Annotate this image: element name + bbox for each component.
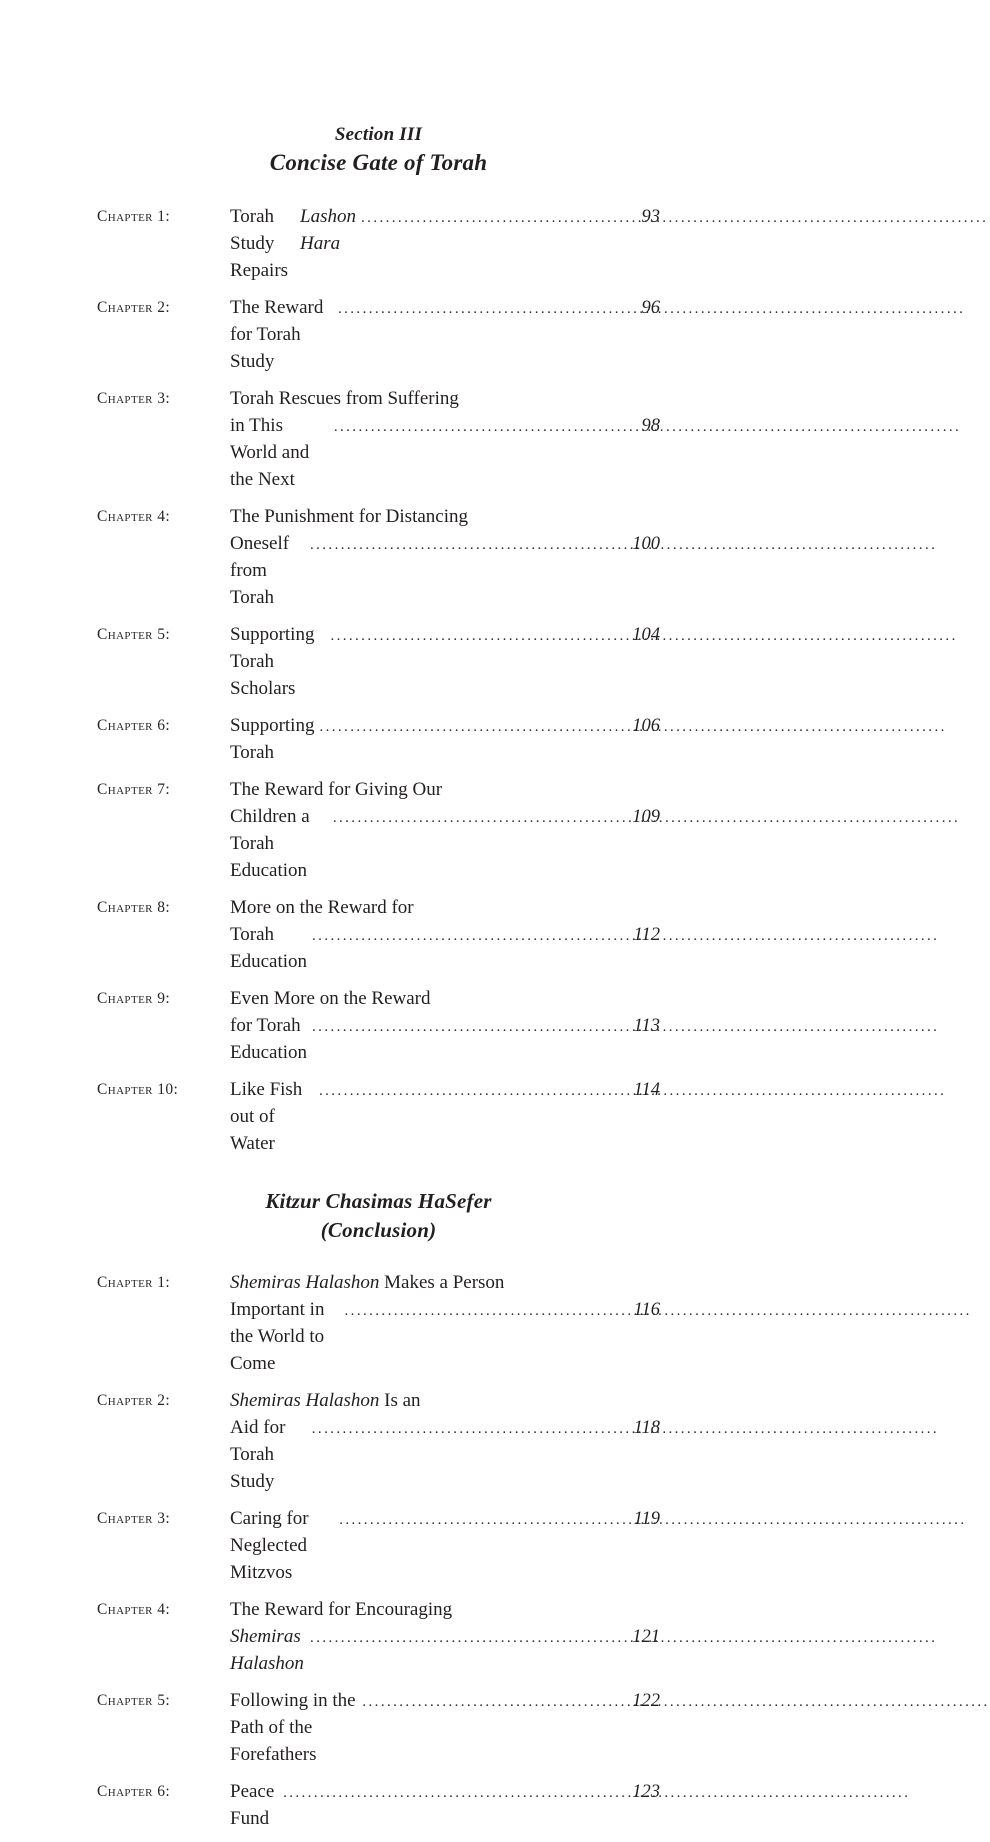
entry-title-block (230, 985, 660, 1066)
entry-title-block (230, 203, 660, 284)
title-text: Children a Torah Education (230, 806, 315, 881)
chapter-label: Chapter 3: (97, 1510, 171, 1527)
title-text-italic: Shemiras Halashon (230, 1626, 306, 1674)
page-number: 109 (632, 807, 660, 827)
title-line (230, 1269, 660, 1296)
title-text: for Torah Education (230, 1015, 308, 1063)
title-text: More on the Reward for (230, 897, 414, 918)
title-text-italic: Shemiras Halashon (230, 1390, 380, 1411)
page-number: 116 (633, 1300, 660, 1320)
chapter-label: Chapter 7: (97, 781, 171, 798)
title-line (230, 1076, 660, 1157)
title-line (230, 1505, 660, 1586)
title-text: Following in the Path of the Forefathers (230, 1690, 361, 1765)
title-line (230, 1296, 660, 1377)
title-line (230, 385, 660, 412)
dot-leader (319, 712, 625, 732)
entry-title-block (230, 385, 660, 493)
title-text: Even More on the Reward (230, 988, 431, 1009)
title-text: Supporting Torah Scholars (230, 624, 319, 699)
chapter-label: Chapter 9: (97, 990, 171, 1007)
title-line (230, 921, 660, 975)
title-text: Caring for Neglected Mitzvos (230, 1508, 314, 1583)
dot-leader (312, 921, 627, 941)
page-number: 106 (632, 716, 660, 736)
dot-leader (361, 203, 634, 223)
toc-section-1 (97, 122, 660, 1157)
section-heading-line2: Concise Gate of Torah (269, 150, 488, 175)
entry-title-block (230, 1505, 660, 1586)
chapter-label: Chapter 6: (97, 717, 171, 734)
title-line (230, 203, 660, 284)
entry-title-block (230, 294, 660, 375)
toc-entry (97, 385, 660, 493)
dot-leader (310, 530, 625, 550)
page-number: 112 (633, 925, 660, 945)
entry-title-block (230, 621, 660, 702)
chapter-label: Chapter 6: (97, 1783, 171, 1800)
chapter-label: Chapter 5: (97, 1692, 171, 1709)
page-number: 113 (633, 1016, 660, 1036)
title-line (230, 803, 660, 884)
title-line (230, 294, 660, 375)
title-text: Oneself from Torah (230, 533, 294, 608)
title-line (230, 894, 660, 921)
section-heading (97, 1187, 660, 1245)
page-number: 119 (633, 1509, 660, 1529)
title-line (230, 1778, 660, 1832)
entry-title-block (230, 712, 660, 766)
toc-entry (97, 503, 660, 611)
toc-entry (97, 1778, 660, 1832)
toc-entry (97, 621, 660, 702)
chapter-label: Chapter 3: (97, 390, 171, 407)
page-number: 123 (632, 1782, 660, 1802)
toc-entry (97, 1387, 660, 1495)
toc-entry (97, 985, 660, 1066)
dot-leader (334, 412, 635, 432)
chapter-label: Chapter 4: (97, 1601, 171, 1618)
toc-section-2 (97, 1187, 660, 1832)
chapter-label: Chapter 2: (97, 299, 171, 316)
entry-title-block (230, 1687, 660, 1768)
toc-entry (97, 1505, 660, 1586)
entry-title-block (230, 1596, 660, 1677)
title-line (230, 776, 660, 803)
page-number: 96 (641, 298, 660, 318)
toc-entry (97, 1596, 660, 1677)
title-line (230, 621, 660, 702)
toc-entry-list (97, 203, 660, 1157)
title-text: Torah Education (230, 924, 308, 972)
title-text: Supporting Torah (230, 715, 319, 763)
page-number: 98 (641, 416, 660, 436)
dot-leader (310, 1623, 625, 1643)
toc-entry (97, 203, 660, 284)
page-number: 114 (633, 1080, 660, 1100)
chapter-label: Chapter 8: (97, 899, 171, 916)
title-text: The Punishment for Distancing (230, 506, 468, 527)
toc-content (97, 122, 660, 1842)
title-text: in This World and the Next (230, 415, 314, 490)
chapter-label: Chapter 4: (97, 508, 171, 525)
toc-entry (97, 776, 660, 884)
dot-leader (345, 1296, 627, 1316)
title-text: Peace Fund (230, 1781, 280, 1829)
chapter-label: Chapter 10: (97, 1081, 179, 1098)
dot-leader (283, 1778, 625, 1798)
toc-entry (97, 1269, 660, 1377)
dot-leader (338, 294, 635, 314)
title-text: Important in the World to Come (230, 1299, 330, 1374)
title-text: Makes a Person (379, 1272, 505, 1293)
title-line (230, 412, 660, 493)
entry-title-block (230, 1387, 660, 1495)
title-text-italic: Shemiras Halashon (230, 1272, 380, 1293)
dot-leader (362, 1687, 625, 1707)
title-line (230, 1387, 660, 1414)
dot-leader (312, 1414, 627, 1434)
title-text: The Reward for Torah Study (230, 297, 329, 372)
title-text: Is an (379, 1390, 421, 1411)
dot-leader (312, 1012, 627, 1032)
title-line (230, 1687, 660, 1768)
section-heading-line1: Section III (334, 124, 423, 145)
dot-leader (330, 621, 625, 641)
chapter-label: Chapter 1: (97, 208, 171, 225)
page-number: 122 (632, 1691, 660, 1711)
dot-leader (333, 803, 625, 823)
chapter-label: Chapter 2: (97, 1392, 171, 1409)
title-line (230, 1414, 660, 1495)
title-text: The Reward for Giving Our (230, 779, 443, 800)
title-line (230, 985, 660, 1012)
page-number: 93 (641, 207, 660, 227)
dot-leader (319, 1076, 627, 1096)
section-heading-line1: Kitzur Chasimas HaSefer (265, 1189, 492, 1213)
title-line (230, 530, 660, 611)
title-text: Torah Rescues from Suffering (230, 388, 459, 409)
title-text: Aid for Torah Study (230, 1417, 290, 1492)
section-heading-line2: (Conclusion) (320, 1218, 437, 1242)
page-number: 121 (632, 1627, 660, 1647)
toc-entry (97, 1687, 660, 1768)
title-text: Torah Study Repairs (230, 206, 293, 281)
page-number: 104 (632, 625, 660, 645)
title-text-italic: Lashon Hara (300, 206, 361, 254)
title-line (230, 1012, 660, 1066)
title-line (230, 712, 660, 766)
entry-title-block (230, 894, 660, 975)
entry-title-block (230, 1076, 660, 1157)
chapter-label: Chapter 5: (97, 626, 171, 643)
entry-title-block (230, 503, 660, 611)
toc-entry (97, 1076, 660, 1157)
dot-leader (339, 1505, 626, 1525)
page-number: 100 (632, 534, 660, 554)
section-heading (97, 122, 660, 178)
entry-title-block (230, 1269, 660, 1377)
title-line (230, 1623, 660, 1677)
toc-entry (97, 894, 660, 975)
title-text: The Reward for Encouraging (230, 1599, 453, 1620)
toc-entry (97, 294, 660, 375)
chapter-label: Chapter 1: (97, 1274, 171, 1291)
title-line (230, 1596, 660, 1623)
title-text: Like Fish out of Water (230, 1079, 308, 1154)
entry-title-block (230, 1778, 660, 1832)
entry-title-block (230, 776, 660, 884)
page-number: 118 (633, 1418, 660, 1438)
toc-entry (97, 712, 660, 766)
title-line (230, 503, 660, 530)
toc-entry-list (97, 1269, 660, 1832)
